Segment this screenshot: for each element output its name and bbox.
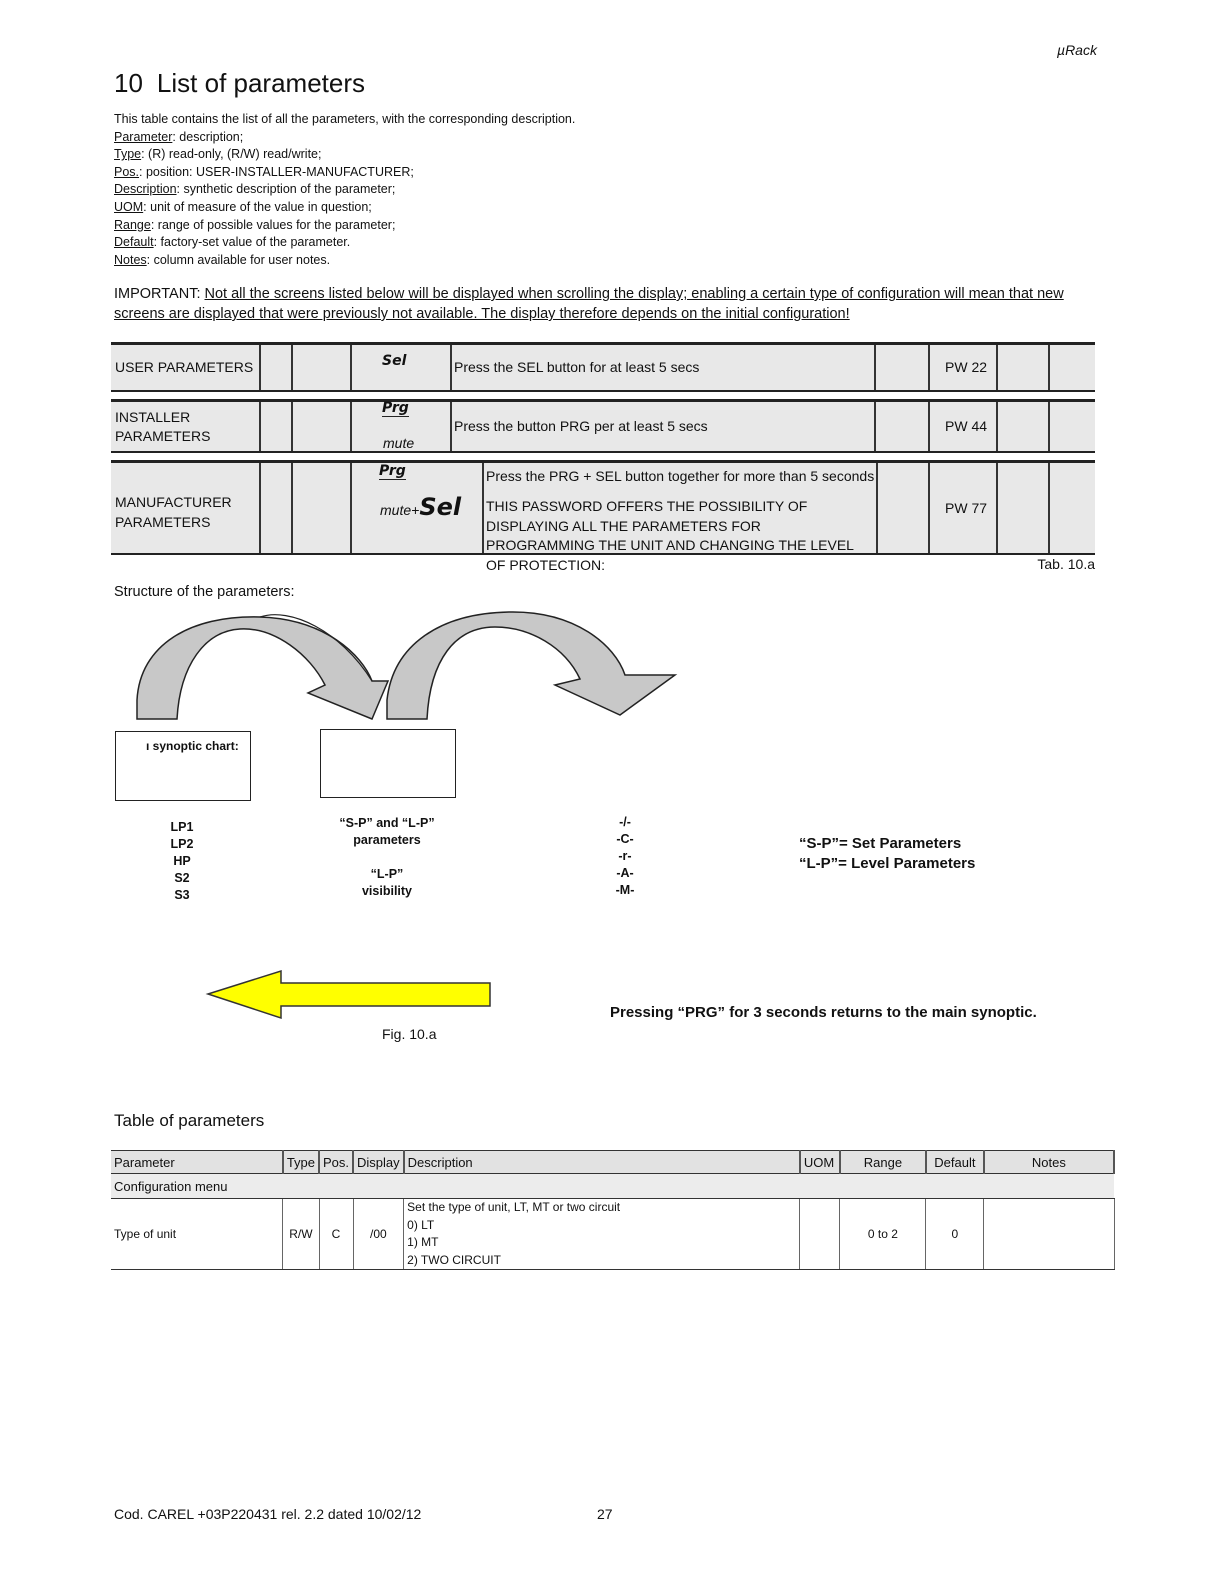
- access-desc: Press the SEL button for at least 5 secs: [454, 359, 700, 375]
- access-name: MANUFACTURER PARAMETERS: [115, 494, 232, 530]
- parameters-list: “S-P” and “L-P” parameters “L-P” visibility: [339, 816, 435, 898]
- param-name: Type of unit: [111, 1199, 283, 1270]
- page-number: 27: [597, 1506, 613, 1522]
- param-default: 0: [926, 1199, 984, 1270]
- section-title: [114, 68, 365, 99]
- intro-item: Parameter: description;: [114, 129, 244, 144]
- table-header-row: [111, 1151, 1114, 1174]
- col-header: Type: [283, 1151, 319, 1174]
- parameters-box: [320, 729, 456, 798]
- param-pos: C: [319, 1199, 353, 1270]
- table-row: [111, 1199, 1114, 1270]
- access-desc: Press the button PRG per at least 5 secs: [454, 418, 708, 434]
- intro-item: Default: factory-set value of the parameter.: [114, 235, 351, 250]
- group-row: [111, 1174, 1114, 1199]
- sel-key-icon: Sel: [419, 493, 462, 521]
- curved-arrow-2: [387, 612, 675, 719]
- access-password: PW 77: [945, 500, 988, 516]
- access-name: USER PARAMETERS: [115, 359, 254, 375]
- curved-arrow-1: [137, 617, 388, 719]
- table-caption: Tab. 10.a: [1037, 556, 1095, 572]
- important-note: IMPORTANT: Not all the screens listed below will be displayed when scrolling the display; enabling a certain type of configuration will mean that new screens are displayed that were previously not available. The display therefore depends on the initial configuration!: [114, 286, 1064, 322]
- parameters-table: [111, 1150, 1115, 1270]
- footer-code: Cod. CAREL +03P220431 rel. 2.2 dated 10/02/12: [114, 1506, 422, 1522]
- intro-item: Pos.: position: USER-INSTALLER-MANUFACTURER;: [114, 164, 414, 179]
- intro-item: UOM: unit of measure of the value in question;: [114, 199, 372, 214]
- col-header: Pos.: [319, 1151, 353, 1174]
- mute-sel-combo: mute+Sel: [380, 493, 462, 521]
- intro-item: Type: (R) read-only, (R/W) read/write;: [114, 147, 322, 162]
- param-type: R/W: [283, 1199, 319, 1270]
- structure-arrows: [110, 605, 690, 725]
- access-password: PW 22: [945, 359, 988, 375]
- intro-line: This table contains the list of all the parameters, with the corresponding description.: [114, 112, 576, 126]
- param-range: 0 to 2: [840, 1199, 926, 1270]
- menu-list: -/- -C- -r- -A- -M-: [615, 815, 635, 897]
- mute-label: mute: [383, 435, 415, 451]
- intro-block: [114, 111, 814, 269]
- col-header: UOM: [800, 1151, 840, 1174]
- col-header: Display: [353, 1151, 404, 1174]
- col-header: Notes: [984, 1151, 1114, 1174]
- access-password: PW 44: [945, 418, 988, 434]
- access-row-installer: [111, 399, 1095, 453]
- col-header: Range: [840, 1151, 926, 1174]
- intro-item: Range: range of possible values for the parameter;: [114, 217, 396, 232]
- intro-item: Description: synthetic description of the parameter;: [114, 182, 396, 197]
- synoptic-box: ı synoptic chart:: [115, 731, 251, 801]
- intro-item: Notes: column available for user notes.: [114, 252, 331, 267]
- sel-key-icon: Sel: [382, 353, 407, 369]
- return-note: Pressing “PRG” for 3 seconds returns to the main synoptic.: [610, 1004, 1037, 1021]
- brand-label: µRack: [1057, 42, 1097, 58]
- param-notes: [984, 1199, 1114, 1270]
- access-row-user: [111, 342, 1095, 392]
- col-header: Description: [404, 1151, 800, 1174]
- section-title-text: List of parameters: [156, 68, 366, 98]
- col-header: Parameter: [111, 1151, 283, 1174]
- prg-key-icon: Prg: [379, 463, 406, 479]
- prg-key-icon: Prg: [382, 400, 409, 416]
- param-description: Set the type of unit, LT, MT or two circuit 0) LT 1) MT 2) TWO CIRCUIT: [404, 1199, 800, 1270]
- access-name: INSTALLER PARAMETERS: [115, 409, 211, 444]
- access-desc: Press the PRG + SEL button together for more than 5 seconds: [486, 468, 875, 484]
- param-display: /00: [353, 1199, 404, 1270]
- table-title: Table of parameters: [114, 1111, 265, 1130]
- group-label: Configuration menu: [111, 1174, 1114, 1199]
- structure-title: Structure of the parameters:: [114, 584, 295, 600]
- section-number: 10: [114, 68, 143, 98]
- legend: “S-P”= Set Parameters “L-P”= Level Parameters: [799, 835, 976, 872]
- param-uom: [800, 1199, 840, 1270]
- figure-caption: Fig. 10.a: [382, 1026, 437, 1042]
- access-desc-detail: THIS PASSWORD OFFERS THE POSSIBILITY OF DISPLAYING ALL THE PARAMETERS FOR PROGRAMMING THE UNIT AND CHANGING THE LEVEL OF PROTECTION:: [486, 498, 854, 573]
- return-arrow-icon: [205, 968, 495, 1022]
- col-header: Default: [926, 1151, 984, 1174]
- synoptic-list: LP1 LP2 HP S2 S3: [170, 820, 194, 902]
